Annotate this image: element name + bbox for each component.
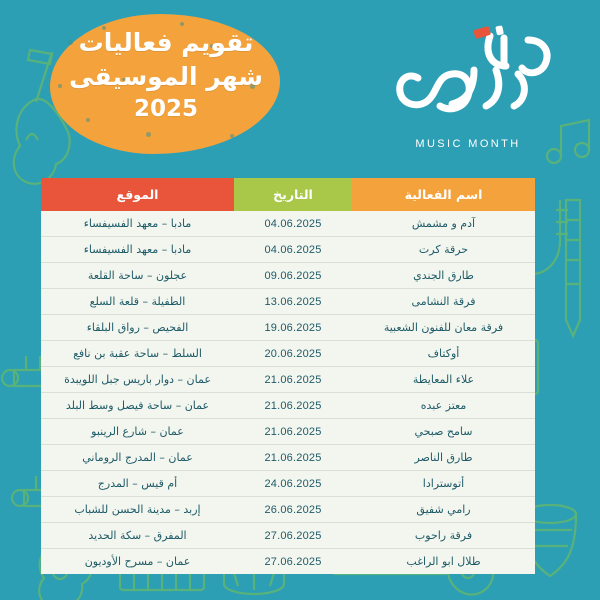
cell-event-date: 09.06.2025 (234, 263, 352, 289)
table-row (41, 367, 535, 393)
cell-event-location: المفرق – سكة الحديد (41, 523, 234, 549)
title-year: 2025 (133, 95, 198, 122)
cell-event-location: الطفيلة – قلعة السلع (41, 289, 234, 315)
cell-event-name: علاء المعايطة (352, 367, 535, 393)
cell-event-name: أوكتاف (352, 341, 535, 367)
cell-event-date: 20.06.2025 (234, 341, 352, 367)
cell-event-location: عمان – ساحة فيصل وسط البلد (41, 393, 234, 419)
table-row (41, 263, 535, 289)
music-month-logo (378, 22, 558, 152)
table-row (41, 289, 535, 315)
column-header-event: اسم الفعالية (352, 178, 535, 211)
cell-event-date: 13.06.2025 (234, 289, 352, 315)
column-header-location: الموقع (41, 178, 234, 211)
cell-event-location: أم قيس – المدرج (41, 471, 234, 497)
cell-event-name: معتز عبده (352, 393, 535, 419)
cell-event-location: الفحيص – رواق البلقاء (41, 315, 234, 341)
events-table-container (65, 178, 535, 574)
cell-event-date: 21.06.2025 (234, 419, 352, 445)
cell-event-date: 27.06.2025 (264, 555, 322, 568)
cell-event-name: طلال ابو الراغب (406, 555, 481, 568)
table-row (41, 315, 535, 341)
cell-event-name: فرقة النشامى (352, 289, 535, 315)
cell-event-location: عمان – دوار باريس جبل اللويبدة (41, 367, 234, 393)
column-header-date: التاريخ (234, 178, 352, 211)
cell-event-date: 21.06.2025 (234, 393, 352, 419)
title-line-1: تقويم فعاليات (78, 28, 254, 57)
table-row (41, 419, 535, 445)
cell-event-location: عمان – مسرح الأوديون (84, 555, 191, 568)
cell-event-date: 26.06.2025 (234, 497, 352, 523)
table-header (41, 178, 535, 211)
cell-event-name: سامح صبحي (352, 419, 535, 445)
page-title (56, 26, 276, 125)
table-row (41, 211, 535, 237)
cell-event-location: مادبا – معهد الفسيفساء (41, 237, 234, 263)
cell-event-location: عمان – شارع الرينبو (41, 419, 234, 445)
table-header-row (41, 178, 535, 211)
cell-event-date: 04.06.2025 (234, 211, 352, 237)
cell-event-name: آدم و مشمش (352, 211, 535, 237)
logo-arabic-calligraphy (378, 22, 558, 134)
cell-event-location: إربد – مدينة الحسن للشباب (41, 497, 234, 523)
cell-event-name: طارق الجندي (352, 263, 535, 289)
cell-event-name: فرقة معان للفنون الشعبية (352, 315, 535, 341)
clarinet-icon (566, 200, 580, 336)
table-row (41, 549, 535, 575)
cell-event-date: 21.06.2025 (234, 445, 352, 471)
cell-event-location: عجلون – ساحة القلعة (41, 263, 234, 289)
cell-event-name: طارق الناصر (352, 445, 535, 471)
cell-event-location: عمان – المدرج الروماني (41, 445, 234, 471)
logo-subtitle: MUSIC MONTH (415, 138, 521, 150)
cell-event-date: 21.06.2025 (234, 367, 352, 393)
cell-event-name: فرقة راحوب (352, 523, 535, 549)
table-body (41, 211, 535, 574)
table-row (41, 341, 535, 367)
cell-event-name: أتوسترادا (352, 471, 535, 497)
table-row (41, 471, 535, 497)
events-table (41, 178, 535, 574)
title-line-2: شهر الموسيقى (69, 61, 263, 91)
cell-event-date: 27.06.2025 (234, 523, 352, 549)
cell-event-date: 24.06.2025 (234, 471, 352, 497)
table-row (41, 445, 535, 471)
cell-event-date: 19.06.2025 (234, 315, 352, 341)
page-header (0, 0, 600, 178)
cell-event-date: 04.06.2025 (234, 237, 352, 263)
table-row (41, 237, 535, 263)
cell-event-name: رامي شفيق (352, 497, 535, 523)
table-row (41, 523, 535, 549)
cell-event-location: السلط – ساحة عقبة بن نافع (41, 341, 234, 367)
table-row (41, 393, 535, 419)
cell-event-location: مادبا – معهد الفسيفساء (41, 211, 234, 237)
table-row (41, 497, 535, 523)
cell-event-name: حرقة كرت (352, 237, 535, 263)
